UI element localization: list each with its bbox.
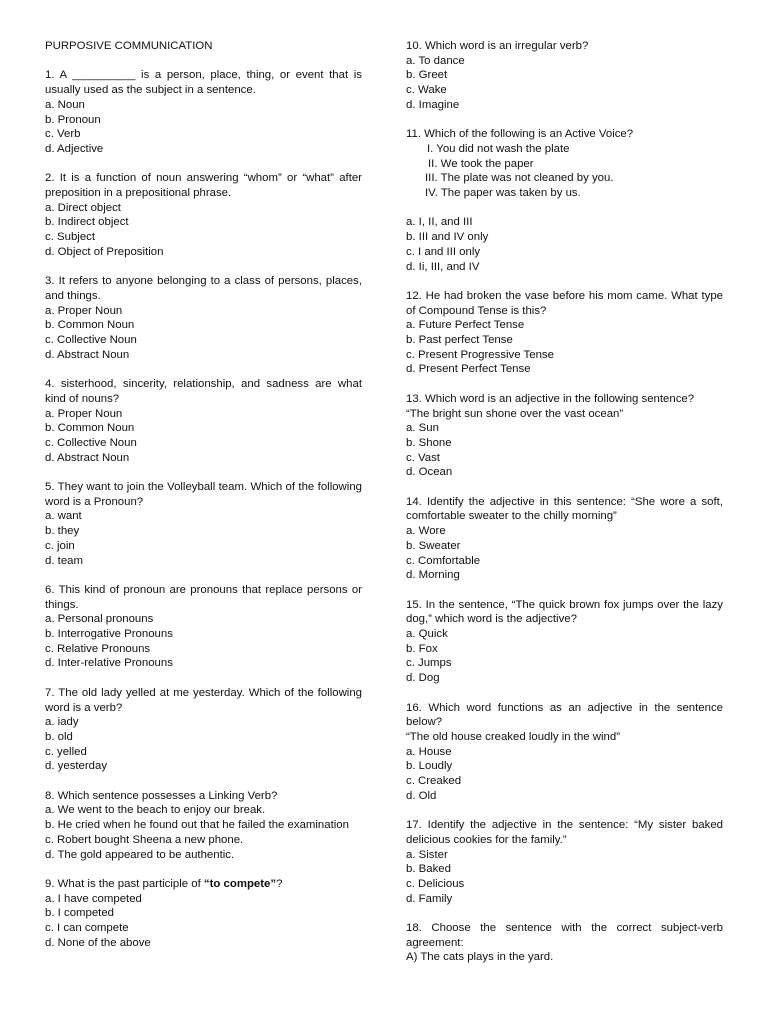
question-text: 14. Identify the adjective in this sentence: “She wore a soft, comfortable sweater to the chilly morning” bbox=[406, 495, 723, 523]
answer-option: d. Ocean bbox=[406, 466, 453, 479]
answer-option: a. Sister bbox=[406, 848, 448, 861]
answer-option: c. Delicious bbox=[406, 877, 465, 890]
question-text: 8. Which sentence possesses a Linking Verb? bbox=[45, 789, 278, 802]
answer-option: b. Shone bbox=[406, 436, 452, 449]
answer-option: a. I have competed bbox=[45, 892, 142, 905]
answer-option: b. Fox bbox=[406, 642, 438, 655]
answer-option: d. Object of Preposition bbox=[45, 245, 164, 258]
answer-option: b. Interrogative Pronouns bbox=[45, 628, 173, 641]
answer-option: b. they bbox=[45, 525, 80, 538]
answer-option: c. I can compete bbox=[45, 922, 129, 935]
answer-option: c. Vast bbox=[406, 451, 440, 464]
answer-option: c. Present Progressive Tense bbox=[406, 348, 554, 361]
answer-option: b. Past perfect Tense bbox=[406, 334, 513, 347]
answer-option: a. Proper Noun bbox=[45, 304, 123, 317]
question-text: 6. This kind of pronoun are pronouns that replace persons or things. bbox=[45, 583, 362, 611]
statement-item: IV. The paper was taken by us. bbox=[425, 187, 581, 200]
question-text: 11. Which of the following is an Active Voice? bbox=[406, 128, 634, 141]
answer-option: c. I and III only bbox=[406, 245, 481, 258]
answer-option: b. Pronoun bbox=[45, 113, 101, 126]
answer-option: c. Relative Pronouns bbox=[45, 642, 151, 655]
question-3 bbox=[45, 274, 362, 362]
answer-option: a. Future Perfect Tense bbox=[406, 319, 525, 332]
question-1 bbox=[45, 68, 362, 156]
answer-option: d. yesterday bbox=[45, 760, 108, 773]
answer-option: b. He cried when he found out that he failed the examination bbox=[45, 819, 349, 832]
answer-option: d. Present Perfect Tense bbox=[406, 363, 531, 376]
question-4 bbox=[45, 377, 362, 465]
answer-option: d. Family bbox=[406, 892, 453, 905]
answer-option: a. iady bbox=[45, 716, 79, 729]
answer-option: c. join bbox=[45, 539, 75, 552]
question-5 bbox=[45, 480, 362, 568]
question-text: 18. Choose the sentence with the correct subject-verb agreement: bbox=[406, 922, 723, 949]
quoted-sentence: “The bright sun shone over the vast ocean” bbox=[406, 407, 624, 420]
question-text: 16. Which word functions as an adjective in the sentence below? bbox=[406, 701, 723, 729]
question-text: 4. sisterhood, sincerity, relationship, and sadness are what kind of nouns? bbox=[45, 378, 362, 405]
answer-option: a. We went to the beach to enjoy our break. bbox=[45, 804, 266, 817]
answer-option: c. Verb bbox=[45, 128, 81, 141]
answer-option: d. Ii, III, and IV bbox=[406, 260, 480, 273]
statement-item: I. You did not wash the plate bbox=[427, 142, 570, 155]
question-11 bbox=[406, 127, 723, 274]
question-2 bbox=[45, 171, 362, 259]
answer-option: d. None of the above bbox=[45, 936, 151, 949]
answer-option: c. Creaked bbox=[406, 775, 462, 788]
statement-item: III. The plate was not cleaned by you. bbox=[425, 172, 614, 185]
answer-option: a. To dance bbox=[406, 54, 465, 67]
answer-option: d. Abstract Noun bbox=[45, 348, 130, 361]
answer-option: b. Loudly bbox=[406, 760, 453, 773]
answer-option: b. Greet bbox=[406, 69, 448, 82]
answer-option: b. III and IV only bbox=[406, 231, 489, 244]
answer-option: b. Common Noun bbox=[45, 422, 135, 435]
answer-option: b. Common Noun bbox=[45, 319, 135, 332]
question-8 bbox=[45, 789, 362, 863]
answer-option: d. team bbox=[45, 554, 83, 567]
statement-item: II. We took the paper bbox=[428, 157, 534, 170]
answer-option: d. Inter-relative Pronouns bbox=[45, 657, 173, 670]
answer-option: a. Wore bbox=[406, 525, 446, 538]
answer-option: d. Adjective bbox=[45, 142, 104, 155]
question-17 bbox=[406, 818, 723, 906]
answer-option: d. The gold appeared to be authentic. bbox=[45, 848, 235, 861]
answer-option: b. Baked bbox=[406, 863, 451, 876]
question-keyword: “to compete” bbox=[203, 877, 277, 890]
question-9 bbox=[45, 877, 362, 951]
question-text: 3. It refers to anyone belonging to a class of persons, places, and things. bbox=[45, 275, 362, 302]
spacer bbox=[406, 201, 723, 216]
answer-option: a. Direct object bbox=[45, 201, 121, 214]
question-18 bbox=[406, 921, 723, 965]
answer-option: a. Personal pronouns bbox=[45, 613, 154, 626]
answer-option: c. Subject bbox=[45, 231, 96, 244]
answer-option: a. House bbox=[406, 745, 452, 758]
question-10 bbox=[406, 39, 723, 113]
answer-option: a. Sun bbox=[406, 422, 439, 435]
answer-option: d. Morning bbox=[406, 569, 460, 582]
question-text: 13. Which word is an adjective in the following sentence? bbox=[406, 392, 695, 405]
left-column bbox=[45, 39, 362, 965]
question-text: 5. They want to join the Volleyball team. Which of the following word is a Pronoun? bbox=[45, 481, 362, 508]
answer-option: a. want bbox=[45, 510, 82, 523]
document-title: PURPOSIVE COMMUNICATION bbox=[45, 40, 213, 52]
quoted-sentence: “The old house creaked loudly in the wind” bbox=[406, 730, 621, 743]
answer-option: b. Sweater bbox=[406, 539, 461, 552]
answer-option: a. Proper Noun bbox=[45, 407, 123, 420]
answer-option: b. Indirect object bbox=[45, 216, 129, 229]
answer-option: a. I, II, and III bbox=[406, 216, 473, 229]
question-14 bbox=[406, 495, 723, 583]
question-text: 17. Identify the adjective in the sentence: “My sister baked delicious cookies for the family.” bbox=[406, 819, 723, 846]
question-text: 12. He had broken the vase before his mom came. What type of Compound Tense is this? bbox=[406, 289, 723, 317]
answer-option: a. Noun bbox=[45, 98, 85, 111]
answer-option: c. Comfortable bbox=[406, 554, 481, 567]
question-text: 1. A __________ is a person, place, thing, or event that is usually used as the subject in a sentence. bbox=[45, 69, 362, 97]
answer-option: A) The cats plays in the yard. bbox=[406, 951, 554, 964]
answer-option: d. Dog bbox=[406, 672, 440, 685]
question-7 bbox=[45, 686, 362, 774]
question-6 bbox=[45, 583, 362, 671]
answer-option: d. Imagine bbox=[406, 98, 460, 111]
answer-option: c. Wake bbox=[406, 84, 447, 97]
answer-option: b. old bbox=[45, 730, 73, 743]
question-text-start: 9. What is the past participle of bbox=[45, 877, 204, 890]
answer-option: b. I competed bbox=[45, 907, 115, 920]
right-column bbox=[406, 39, 723, 980]
question-16 bbox=[406, 701, 723, 804]
question-15 bbox=[406, 598, 723, 686]
question-text: 2. It is a function of noun answering “whom” or “what” after preposition in a prepositional phrase. bbox=[45, 172, 362, 199]
answer-option: c. Collective Noun bbox=[45, 334, 137, 347]
question-text bbox=[45, 877, 362, 892]
question-text: 7. The old lady yelled at me yesterday. Which of the following word is a verb? bbox=[45, 686, 362, 714]
answer-option: d. Abstract Noun bbox=[45, 451, 130, 464]
question-12 bbox=[406, 289, 723, 377]
question-13 bbox=[406, 392, 723, 480]
answer-option: c. yelled bbox=[45, 745, 87, 758]
answer-option: c. Jumps bbox=[406, 657, 452, 670]
answer-option: c. Robert bought Sheena a new phone. bbox=[45, 833, 244, 846]
answer-option: c. Collective Noun bbox=[45, 436, 137, 449]
answer-option: a. Quick bbox=[406, 628, 448, 641]
answer-option: d. Old bbox=[406, 789, 437, 802]
question-text-end: ? bbox=[276, 877, 283, 890]
question-text: 15. In the sentence, “The quick brown fox jumps over the lazy dog,” which word is the adjective? bbox=[406, 598, 723, 626]
question-text: 10. Which word is an irregular verb? bbox=[406, 40, 589, 52]
